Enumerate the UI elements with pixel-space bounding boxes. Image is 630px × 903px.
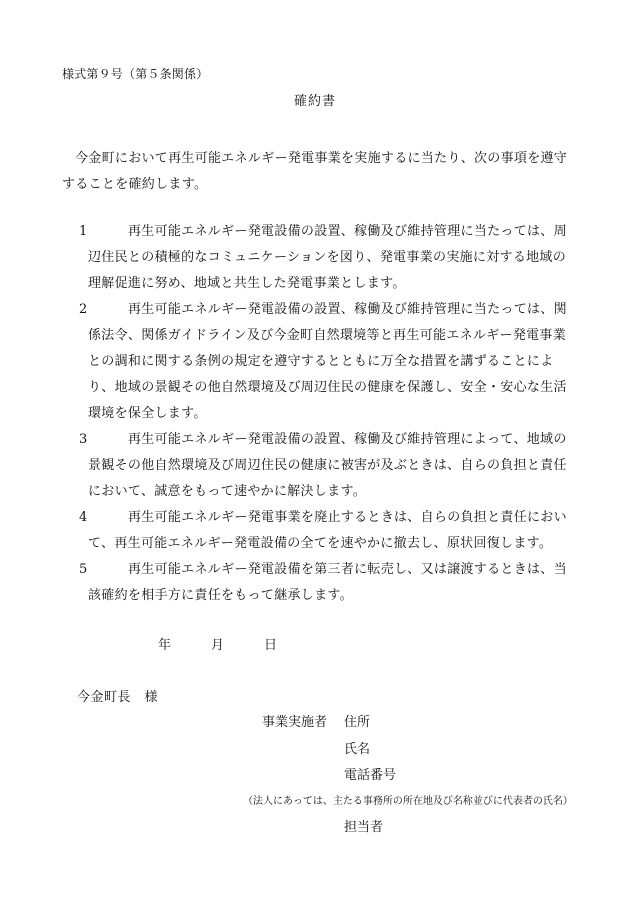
pledge-item — [62, 297, 577, 427]
pledge-item-text: 再生可能エネルギー発電設備を第三者に転売し、又は譲渡するときは、当該確約を相手方に責任をもって継承します。 — [88, 562, 567, 603]
intro-paragraph: 今金町において再生可能エネルギー発電事業を実施するに当たり、次の事項を遵守することを確約します。 — [62, 151, 568, 192]
pledge-item-number: 3 — [79, 432, 88, 447]
pledge-item-number: 1 — [79, 224, 88, 239]
pledge-item — [62, 427, 577, 505]
pledge-item-text: 再生可能エネルギー発電設備の設置、稼働及び維持管理によって、地域の景観その他自然環境及び周辺住民の健康に被害が及ぶときは、自らの負担と責任において、誠意をもって速やかに解決します。 — [88, 432, 567, 499]
address-label: 住所 — [344, 715, 371, 730]
document-title: 確約書 — [293, 94, 336, 109]
pledge-item-text: 再生可能エネルギー発電事業を廃止するときは、自らの負担と責任において、再生可能エネルギー発電設備の全てを速やかに撤去し、原状回復します。 — [88, 510, 567, 551]
corporate-note: （法人にあっては、主たる事務所の所在地及び名称並びに代表者の氏名） — [243, 796, 573, 807]
addressee: 今金町長 様 — [77, 690, 159, 705]
pledge-item-number: 4 — [79, 510, 88, 525]
pledge-item-number: 2 — [79, 302, 88, 317]
pledge-item — [62, 219, 577, 297]
date-day-label: 日 — [264, 638, 278, 653]
date-year-label: 年 — [158, 638, 172, 653]
date-month-label: 月 — [211, 638, 225, 653]
pledge-item-text: 再生可能エネルギー発電設備の設置、稼働及び維持管理に当たっては、関係法令、関係ガイドライン及び今金町自然環境等と再生可能エネルギー発電事業との調和に関する条例の規定を遵守するとともに万全な措置を講ずることにより、地域の景観その他自然環境及び周辺住民の健康を保護し、安全・安心な生活環境を保全します。 — [88, 302, 567, 421]
pledge-item — [62, 505, 577, 557]
form-number: 様式第９号（第５条関係） — [62, 67, 209, 81]
pledge-item-text: 再生可能エネルギー発電設備の設置、稼働及び維持管理に当たっては、周辺住民との積極的なコミュニケーションを図り、発電事業の実施に対する地域の理解促進に努め、地域と共生した発電事業とします。 — [88, 224, 567, 291]
contact-person-label: 担当者 — [344, 820, 384, 835]
implementer-label: 事業実施者 — [262, 715, 328, 730]
name-label: 氏名 — [344, 742, 371, 757]
phone-label: 電話番号 — [344, 768, 397, 783]
pledge-item — [62, 557, 577, 609]
pledge-item-number: 5 — [79, 562, 88, 577]
pledge-items-list — [62, 219, 577, 609]
